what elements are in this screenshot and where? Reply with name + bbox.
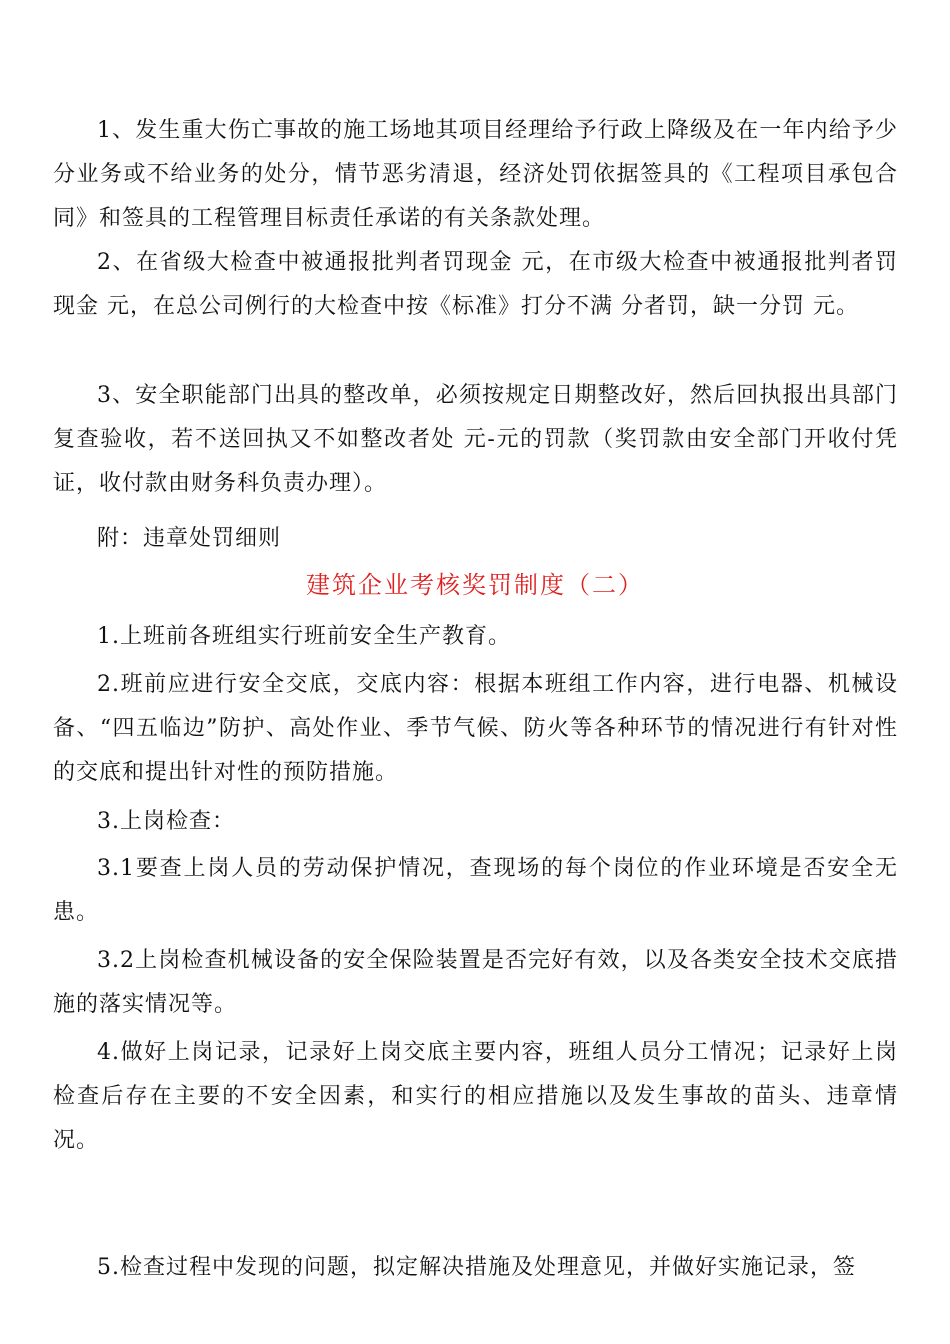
appendix-note: 附：违章处罚细则	[97, 526, 282, 551]
item-5: 5.检查过程中发现的问题，拟定解决措施及处理意见，并做好实施记录，签	[97, 1255, 856, 1280]
item-1: 1.上班前各班组实行班前安全生产教育。	[97, 624, 511, 649]
section-title: 建筑企业考核奖罚制度（二）	[306, 571, 644, 599]
paragraph-2: 2、在省级大检查中被通报批判者罚现金 元，在市级大检查中被通报批判者罚现金 元，在总公司例行的大检查中按《标准》打分不满 分者罚，缺一分罚 元。	[53, 250, 898, 319]
item-3: 3.上岗检查：	[97, 809, 235, 834]
paragraph-3: 3、安全职能部门出具的整改单，必须按规定日期整改好，然后回执报出具部门复查验收，若不送回执又不如整改者处 元-元的罚款（奖罚款由安全部门开收付凭证，收付款由财务科负责办理）。	[53, 383, 898, 496]
item-4: 4.做好上岗记录，记录好上岗交底主要内容，班组人员分工情况；记录好上岗检查后存在主要的不安全因素，和实行的相应措施以及发生事故的苗头、违章情况。	[53, 1040, 898, 1153]
item-3-2: 3.2上岗检查机械设备的安全保险装置是否完好有效，以及各类安全技术交底措施的落实情况等。	[53, 948, 898, 1017]
paragraph-1: 1、发生重大伤亡事故的施工场地其项目经理给予行政上降级及在一年内给予少分业务或不给业务的处分，情节恶劣清退，经济处罚依据签具的《工程项目承包合同》和签具的工程管理目标责任承诺的有关条款处理。	[53, 118, 898, 231]
item-2: 2.班前应进行安全交底，交底内容：根据本班组工作内容，进行电器、机械设备、“四五临边”防护、高处作业、季节气候、防火等各种环节的情况进行有针对性的交底和提出针对性的预防措施。	[53, 672, 898, 785]
item-3-1: 3.1要查上岗人员的劳动保护情况，查现场的每个岗位的作业环境是否安全无患。	[53, 856, 898, 925]
